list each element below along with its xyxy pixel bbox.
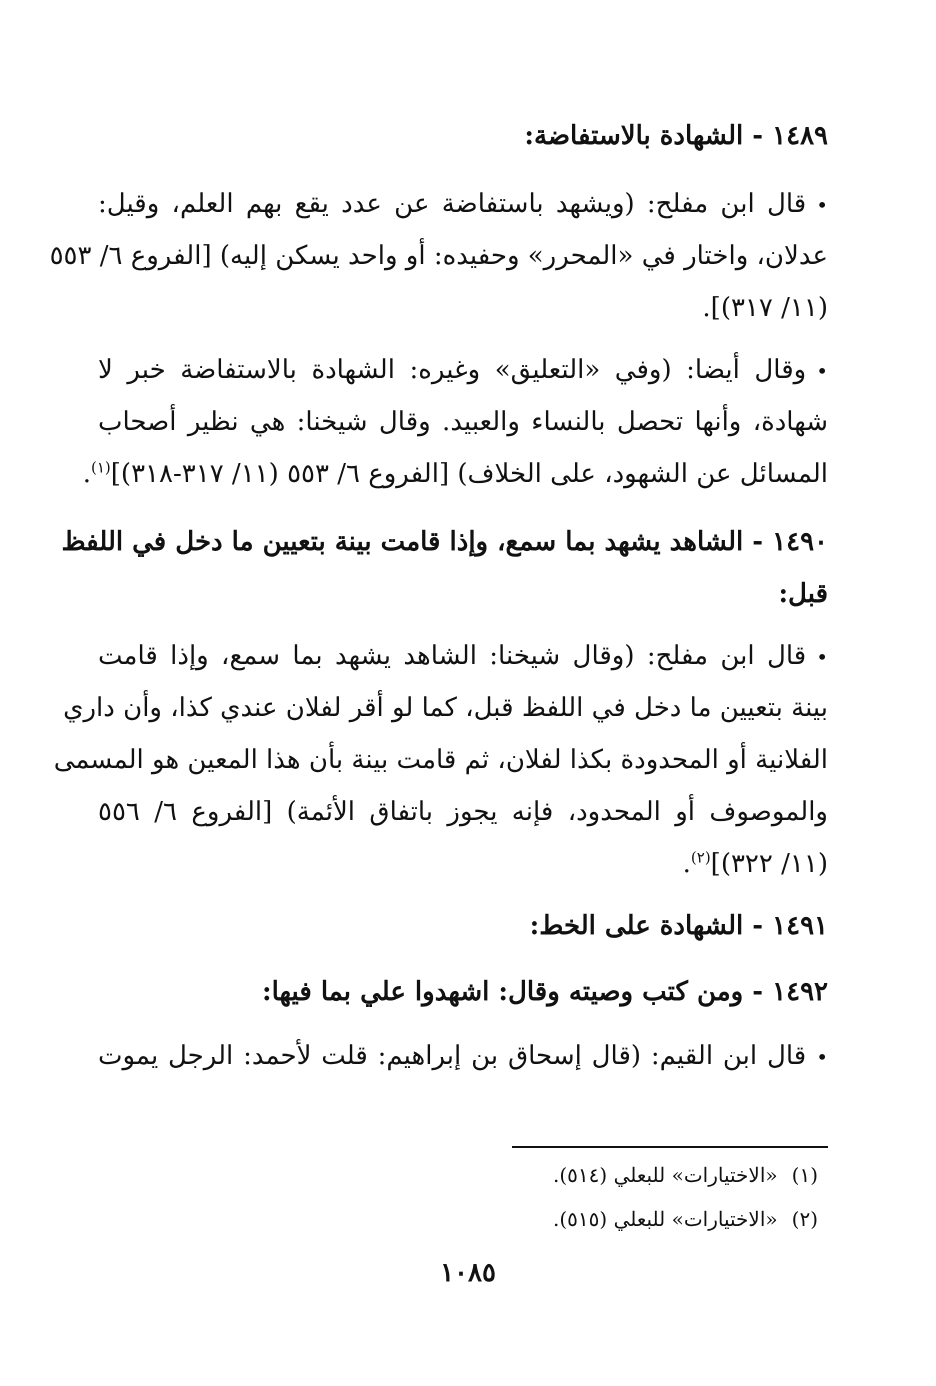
footnote-ref[interactable]: (٢) bbox=[690, 848, 711, 867]
paragraph-line: •وقال أيضا: (وفي «التعليق» وغيره: الشهادة بالاستفاضة خبر لا bbox=[98, 355, 828, 385]
section-title: الشهادة على الخط: bbox=[529, 911, 744, 941]
section-title: الشاهد يشهد بما سمع، وإذا قامت بينة بتعيين ما دخل في اللفظ bbox=[61, 527, 744, 557]
section-number: ١٤٨٩ - bbox=[752, 121, 828, 151]
section-heading-1491 bbox=[98, 906, 828, 946]
section-title: ومن كتب وصيته وقال: اشهدوا علي بما فيها: bbox=[262, 977, 744, 1007]
paragraph-line: •قال ابن مفلح: (وقال شيخنا: الشاهد يشهد بما سمع، وإذا قامت bbox=[98, 641, 828, 671]
footnote-text: «الاختيارات» للبعلي (٥١٥). bbox=[553, 1207, 778, 1231]
paragraph-line: •قال ابن مفلح: (ويشهد باستفاضة عن عدد يقع بهم العلم، وقيل: bbox=[98, 189, 829, 219]
footnote-1 bbox=[118, 1160, 818, 1190]
footnote-number: (١) bbox=[791, 1163, 818, 1187]
paragraph-line: بينة بتعيين ما دخل في اللفظ قبل، كما لو أقر لفلان عندي كذا، وأن داري bbox=[63, 693, 828, 723]
section-heading-1489 bbox=[98, 116, 828, 156]
section-number: ١٤٩٢ - bbox=[752, 977, 828, 1007]
section-title-continuation: قبل: bbox=[778, 579, 828, 609]
paragraph-line: شهادة، وأنها تحصل بالنساء والعبيد. وقال شيخنا: هي نظير أصحاب bbox=[98, 407, 828, 437]
footnote-2 bbox=[118, 1204, 818, 1234]
paragraph-line: عدلان، واختار في «المحرر» وحفيده: أو واحد يسكن إليه) [الفروع ٦/ ٥٥٣ bbox=[49, 241, 828, 271]
paragraph-line: الفلانية أو المحدودة بكذا لفلان، ثم قامت بينة بأن هذا المعين هو المسمى bbox=[53, 745, 828, 775]
paragraph-line: (١١/ ٣١٧)]. bbox=[702, 293, 828, 323]
section-number: ١٤٩١ - bbox=[752, 911, 828, 941]
paragraph-line: المسائل عن الشهود، على الخلاف) [الفروع ٦/ ٥٥٣ (١١/ ٣١٧-٣١٨)]$^{(١)}$. bbox=[82, 458, 828, 489]
footnote-divider bbox=[512, 1146, 828, 1148]
footnote-number: (٢) bbox=[791, 1207, 818, 1231]
bullet-icon: • bbox=[816, 193, 829, 217]
section-title: الشهادة بالاستفاضة: bbox=[524, 121, 744, 151]
bullet-icon: • bbox=[816, 645, 828, 669]
paragraph-line: •قال ابن القيم: (قال إسحاق بن إبراهيم: قلت لأحمد: الرجل يموت bbox=[98, 1041, 828, 1071]
paragraph-line: (١١/ ٣٢٢)]$^{(٢)}$. bbox=[682, 848, 828, 879]
footnote-text: «الاختيارات» للبعلي (٥١٤). bbox=[553, 1163, 778, 1187]
section-heading-1492 bbox=[98, 972, 828, 1012]
footnote-ref[interactable]: (١) bbox=[90, 458, 111, 477]
page-number: ١٠٨٥ bbox=[440, 1258, 496, 1288]
section-number: ١٤٩٠ - bbox=[752, 527, 828, 557]
section-heading-1490 bbox=[61, 522, 828, 562]
bullet-icon: • bbox=[816, 1045, 828, 1069]
paragraph-line: والموصوف أو المحدود، فإنه يجوز باتفاق الأئمة) [الفروع ٦/ ٥٥٦ bbox=[98, 797, 828, 827]
bullet-icon: • bbox=[816, 359, 828, 383]
